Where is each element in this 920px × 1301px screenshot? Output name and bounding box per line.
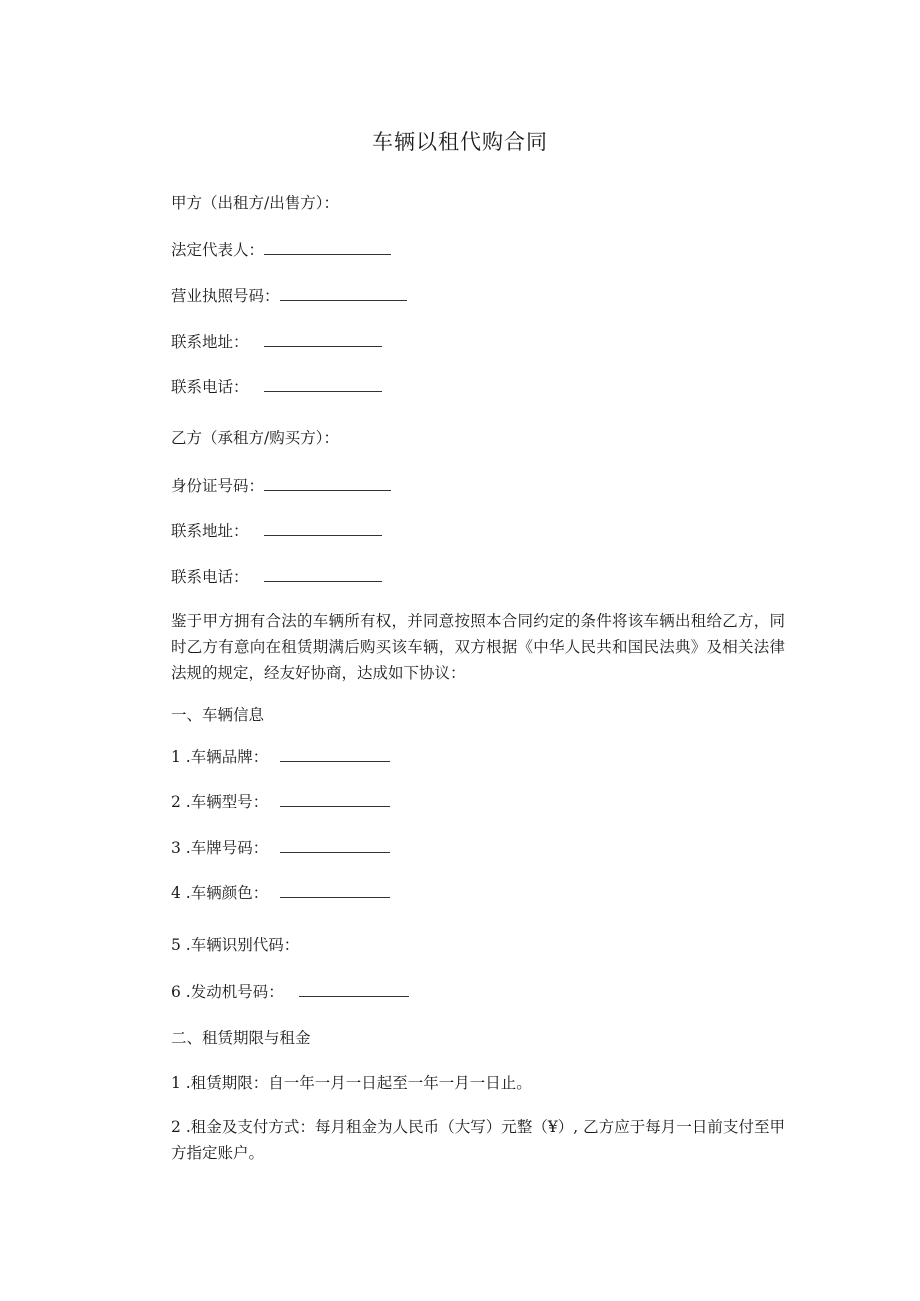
party-a-address-blank[interactable] <box>264 332 382 347</box>
party-a-phone-label: 联系电话： <box>171 378 249 396</box>
rent-payment-paragraph <box>137 1114 785 1166</box>
vehicle-color-blank[interactable] <box>280 883 390 898</box>
party-b-address-label: 联系地址： <box>171 522 249 540</box>
legal-rep-label: 法定代表人： <box>171 241 265 259</box>
party-b-address-row <box>171 521 382 541</box>
party-a-phone-row <box>171 377 382 397</box>
rent-payment-text: 2 .租金及支付方式：每月租金为人民币（大写）元整（¥）, 乙方应于每月一日前支付至甲方指定账户。 <box>171 1118 785 1162</box>
vehicle-model-row <box>171 792 390 812</box>
vin-row <box>171 935 299 955</box>
party-b-address-blank[interactable] <box>264 521 382 536</box>
vehicle-color-label: 4 .车辆颜色： <box>171 884 269 902</box>
legal-rep-blank[interactable] <box>264 240 391 255</box>
plate-number-row <box>171 838 390 858</box>
vehicle-model-blank[interactable] <box>280 792 390 807</box>
document-title: 车辆以租代购合同 <box>372 130 548 154</box>
vehicle-color-row <box>171 883 390 903</box>
vehicle-brand-label: 1 .车辆品牌： <box>171 748 269 766</box>
party-b-heading: 乙方（承租方/购买方）： <box>171 429 339 447</box>
id-no-blank[interactable] <box>264 476 391 491</box>
section-2-heading: 二、租赁期限与租金 <box>171 1029 311 1047</box>
engine-number-label: 6 .发动机号码： <box>171 983 284 1001</box>
party-a-license-row <box>171 286 407 306</box>
vehicle-brand-row <box>171 747 390 767</box>
engine-number-blank[interactable] <box>299 982 409 997</box>
preamble-paragraph <box>137 608 785 686</box>
license-no-label: 营业执照号码： <box>171 287 280 305</box>
party-b-phone-row <box>171 567 382 587</box>
party-a-address-label: 联系地址： <box>171 333 249 351</box>
party-a-heading: 甲方（出租方/出售方）： <box>171 194 339 212</box>
party-b-phone-blank[interactable] <box>264 567 382 582</box>
plate-number-label: 3 .车牌号码： <box>171 839 269 857</box>
party-b-id-row <box>171 476 391 496</box>
engine-number-row <box>171 982 409 1002</box>
section-1-heading: 一、车辆信息 <box>171 706 265 724</box>
license-no-blank[interactable] <box>280 286 407 301</box>
vin-label: 5 .车辆识别代码： <box>171 936 300 954</box>
party-b-phone-label: 联系电话： <box>171 568 249 586</box>
party-a-legal-rep-row <box>171 240 391 260</box>
id-no-label: 身份证号码： <box>171 477 265 495</box>
vehicle-model-label: 2 .车辆型号： <box>171 793 269 811</box>
party-a-address-row <box>171 332 382 352</box>
preamble-text: 鉴于甲方拥有合法的车辆所有权，并同意按照本合同约定的条件将该车辆出租给乙方，同时乙方有意向在租赁期满后购买该车辆，双方根据《中华人民共和国民法典》及相关法律法规的规定，经友好协商，达成如下协议： <box>171 612 785 682</box>
lease-term-row: 1 .租赁期限：自一年一月一日起至一年一月一日止。 <box>171 1074 532 1092</box>
vehicle-brand-blank[interactable] <box>280 747 390 762</box>
party-a-phone-blank[interactable] <box>264 377 382 392</box>
plate-number-blank[interactable] <box>280 838 390 853</box>
